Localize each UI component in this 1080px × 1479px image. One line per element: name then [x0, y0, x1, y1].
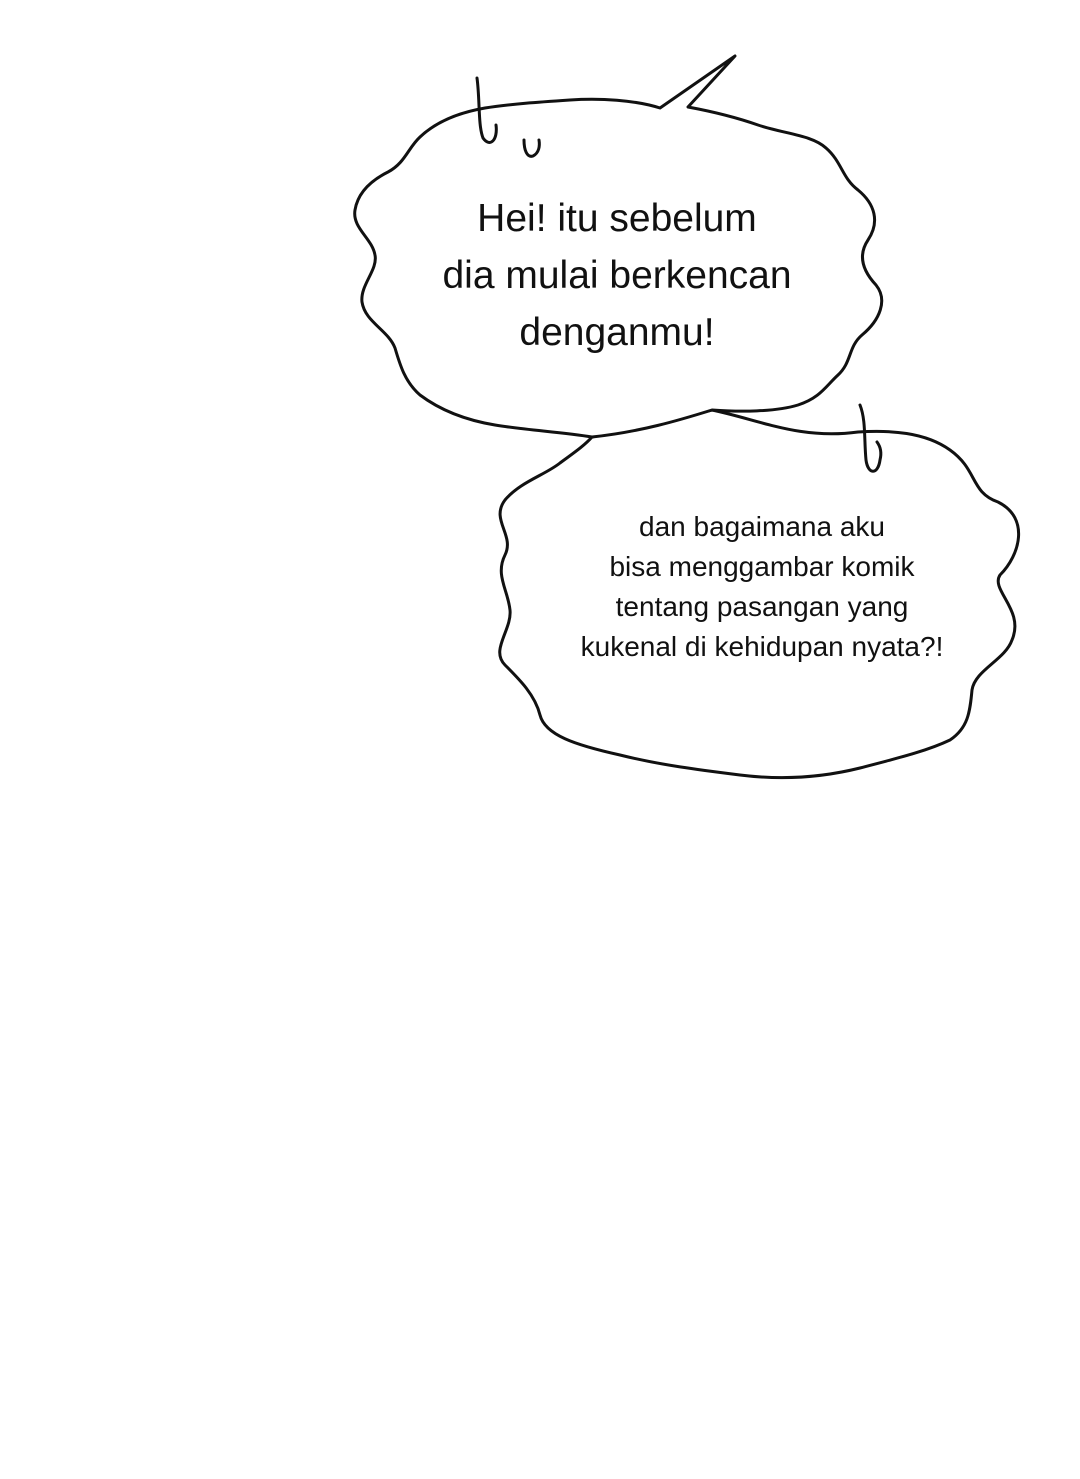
bubble-2-line-1: dan bagaimana aku	[639, 511, 885, 542]
bubble-1-line-2: dia mulai berkencan	[442, 254, 792, 297]
bubble-1-line-1: Hei! itu sebelum	[477, 197, 757, 240]
bubble-1-line-3: denganmu!	[519, 311, 715, 354]
bubble-2-line-3: tentang pasangan yang	[615, 591, 909, 622]
bubble-1-text	[372, 190, 862, 361]
bubble-2-line-4: kukenal di kehidupan nyata?!	[580, 631, 944, 662]
bubble-2-line-2: bisa menggambar komik	[609, 551, 915, 582]
bubble-2-text	[542, 507, 982, 667]
